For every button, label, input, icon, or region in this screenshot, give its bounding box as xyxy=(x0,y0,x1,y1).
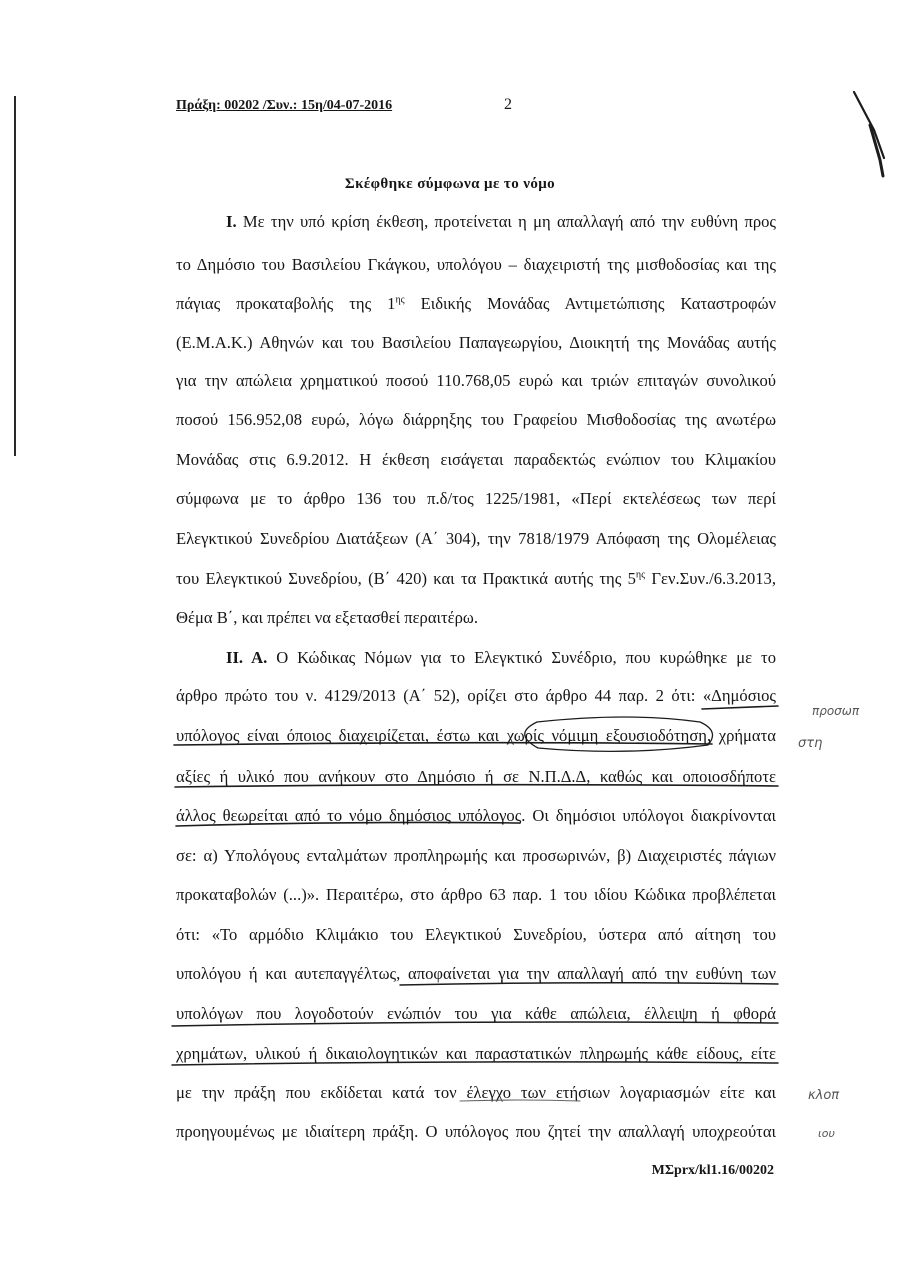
paragraph-line: Μονάδας στις 6.9.2012. Η έκθεση εισάγεται παραδεκτώς ενώπιον του Κλιμακίου xyxy=(176,450,776,469)
underline-mark xyxy=(176,822,520,826)
paragraph-line: για την απώλεια χρηματικού ποσού 110.768,05 ευρώ και τριών επιταγών συνολικού xyxy=(176,371,776,390)
underline-mark xyxy=(175,785,778,787)
circle-mark xyxy=(525,717,713,751)
paragraph-line: ΙΙ. Α. Ο Κώδικας Νόμων για το Ελεγκτικό Συνέδριο, που κυρώθηκε με το xyxy=(226,648,776,667)
margin-note: ιου xyxy=(818,1127,835,1140)
paragraph-line: Θέμα Β΄, και πρέπει να εξετασθεί περαιτέρω. xyxy=(176,608,478,627)
paragraph-line: αξίες ή υλικό που ανήκουν στο Δημόσιο ή σε Ν.Π.Δ.Δ, καθώς και οποιοσδήποτε xyxy=(176,767,776,786)
paragraph-line: ποσού 156.952,08 ευρώ, λόγω διάρρηξης του Γραφείου Μισθοδοσίας της ανωτέρω xyxy=(176,410,776,429)
margin-note: κλοπ xyxy=(808,1088,840,1103)
paragraph-line: άλλος θεωρείται από το νόμο δημόσιος υπόλογος. Οι δημόσιοι υπόλογοι διακρίνονται xyxy=(176,806,776,825)
paragraph-line: με την πράξη που εκδίδεται κατά τον έλεγχο των ετήσιων λογαριασμών είτε και xyxy=(176,1083,776,1102)
act-reference: Πράξη: 00202 /Συν.: 15η/04-07-2016 xyxy=(176,98,393,113)
paragraph-line: προκαταβολών (...)». Περαιτέρω, στο άρθρο 63 παρ. 1 του ιδίου Κώδικα προβλέπεται xyxy=(176,885,776,904)
paragraph-line: του Ελεγκτικού Συνεδρίου, (Β΄ 420) και τα Πρακτικά αυτής της $5^{\eta\varsigma}$ Γεν.Συν./6.3.2013, xyxy=(176,569,776,588)
underline-mark xyxy=(702,706,778,709)
margin-note: στη xyxy=(798,736,823,751)
paragraph-line: ότι: «Το αρμόδιο Κλιμάκιο του Ελεγκτικού Συνεδρίου, ύστερα από αίτηση του xyxy=(176,925,776,944)
underline-mark xyxy=(172,1022,778,1026)
paragraph-line: πάγιας προκαταβολής της $1^{\eta\varsigma}$ Ειδικής Μονάδας Αντιμετώπισης Καταστροφών xyxy=(176,294,776,313)
underline-mark xyxy=(172,1062,778,1065)
section-number: ΙΙ. Α. xyxy=(226,648,268,667)
margin-note: προσωπ xyxy=(812,704,860,718)
paragraph-line: (Ε.Μ.Α.Κ.) Αθηνών και του Βασιλείου Παπαγεωργίου, Διοικητή της Μονάδας αυτής xyxy=(176,333,776,352)
paragraph-line: υπολόγου ή και αυτεπαγγέλτως, αποφαίνεται για την απαλλαγή από την ευθύνη των xyxy=(176,964,776,983)
paragraph-line: το Δημόσιο του Βασιλείου Γκάγκου, υπολόγου – διαχειριστή της μισθοδοσίας και της xyxy=(176,255,776,274)
paragraph-line: σε: α) Υπολόγους ενταλμάτων προπληρωμής και προσωρινών, β) Διαχειριστές πάγιων xyxy=(176,846,776,865)
section-number: Ι. xyxy=(226,212,237,231)
paragraph-line: υπολόγων που λογοδοτούν ενώπιόν του για κάθε απώλεια, έλλειψη ή φθορά xyxy=(176,1004,776,1023)
paragraph-line: σύμφωνα με το άρθρο 136 του π.δ/τος 1225/1981, «Περί εκτελέσεως των περί xyxy=(176,489,776,508)
paragraph-line: υπόλογος είναι όποιος διαχειρίζεται, έστω και χωρίς νόμιμη εξουσιοδότηση, χρήματα xyxy=(176,726,776,745)
page-number: 2 xyxy=(504,96,512,113)
faint-mark xyxy=(460,1100,580,1101)
underline-mark xyxy=(400,983,778,985)
paragraph-line: Ι. Με την υπό κρίση έκθεση, προτείνεται η μη απαλλαγή από την ευθύνη προς xyxy=(226,212,776,231)
paragraph-line: χρημάτων, υλικού ή δικαιολογητικών και παραστατικών πληρωμής κάθε είδους, είτε xyxy=(176,1044,776,1063)
underline-mark xyxy=(174,743,712,745)
document-code: ΜΣprx/kl1.16/00202 xyxy=(651,1163,774,1178)
paragraph-line: άρθρο πρώτο του ν. 4129/2013 (Α΄ 52), ορίζει στο άρθρο 44 παρ. 2 ότι: «Δημόσιος xyxy=(176,686,776,705)
paragraph-line: προηγουμένως με ιδιαίτερη πράξη. Ο υπόλογος που ζητεί την απαλλαγή υποχρεούται xyxy=(176,1122,776,1141)
paragraph-line: Ελεγκτικού Συνεδρίου Διατάξεων (Α΄ 304), την 7818/1979 Απόφαση της Ολομέλειας xyxy=(176,529,776,548)
section-heading: Σκέφθηκε σύμφωνα με το νόμο xyxy=(344,176,556,192)
